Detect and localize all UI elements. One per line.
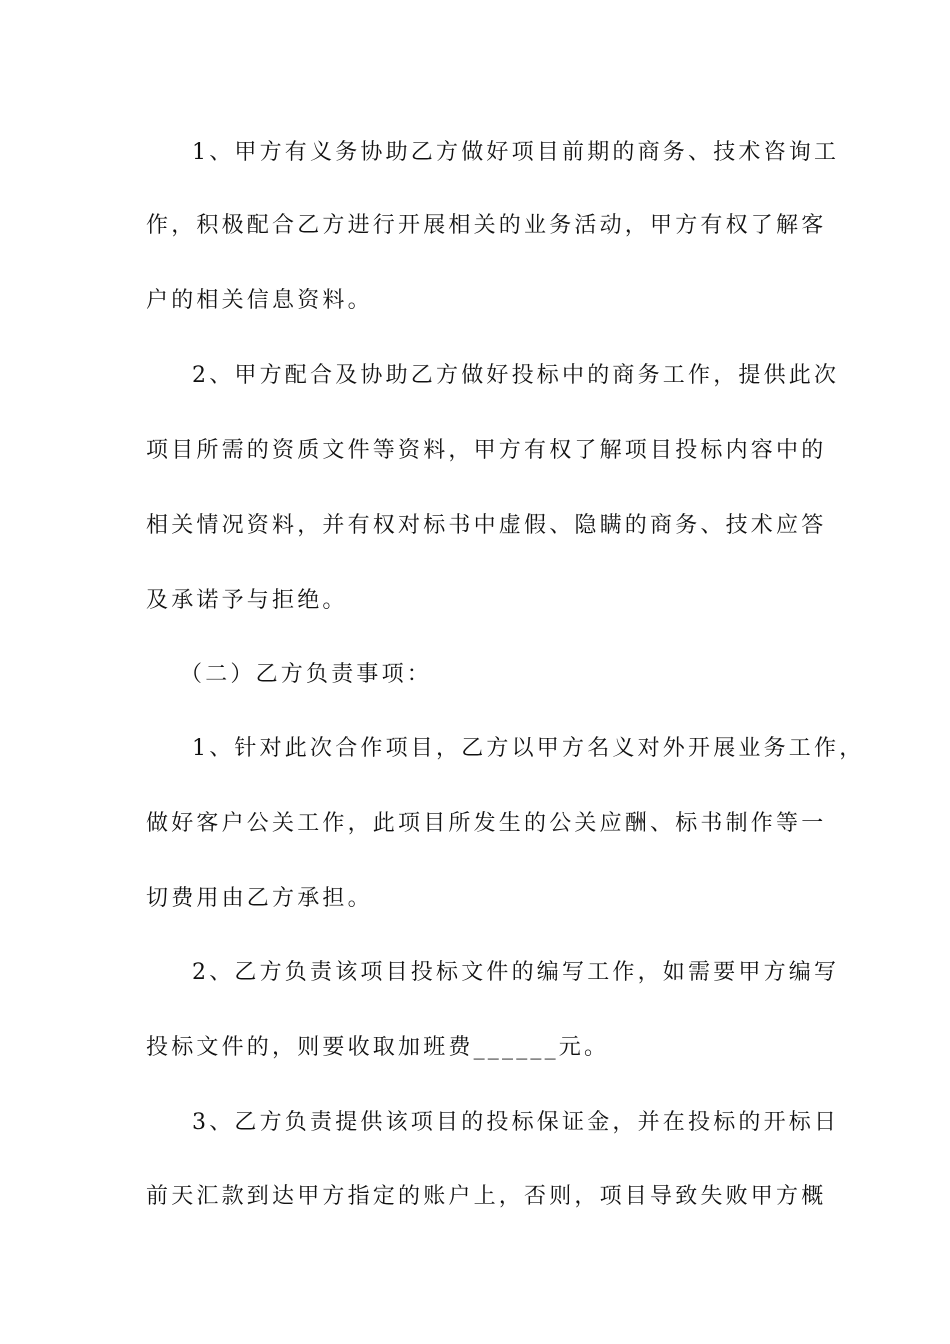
paragraph-line: 切费用由乙方承担。	[146, 886, 373, 911]
paragraph-line: 投标文件的，则要收取加班费______元。	[146, 1035, 610, 1060]
paragraph-line: 相关情况资料，并有权对标书中虚假、隐瞒的商务、技术应答	[146, 513, 827, 538]
paragraph-line: 作，积极配合乙方进行开展相关的业务活动，甲方有权了解客	[146, 213, 827, 238]
paragraph-line: 项目所需的资质文件等资料，甲方有权了解项目投标内容中的	[146, 438, 827, 463]
paragraph-line: 户的相关信息资料。	[146, 288, 373, 313]
paragraph-line: 做好客户公关工作，此项目所发生的公关应酬、标书制作等一	[146, 811, 827, 836]
paragraph-line: 2、乙方负责该项目投标文件的编写工作，如需要甲方编写	[192, 960, 840, 985]
paragraph-line: 及承诺予与拒绝。	[146, 588, 348, 613]
paragraph-line: 2、甲方配合及协助乙方做好投标中的商务工作，提供此次	[192, 363, 840, 388]
paragraph-line: 前天汇款到达甲方指定的账户上，否则，项目导致失败甲方概	[146, 1184, 827, 1209]
paragraph-line: 3、乙方负责提供该项目的投标保证金，并在投标的开标日	[192, 1110, 840, 1135]
section-heading: （二）乙方负责事项：	[180, 662, 433, 687]
paragraph-line: 1、甲方有义务协助乙方做好项目前期的商务、技术咨询工	[192, 140, 840, 165]
paragraph-line: 1、针对此次合作项目，乙方以甲方名义对外开展业务工作，	[192, 736, 865, 761]
